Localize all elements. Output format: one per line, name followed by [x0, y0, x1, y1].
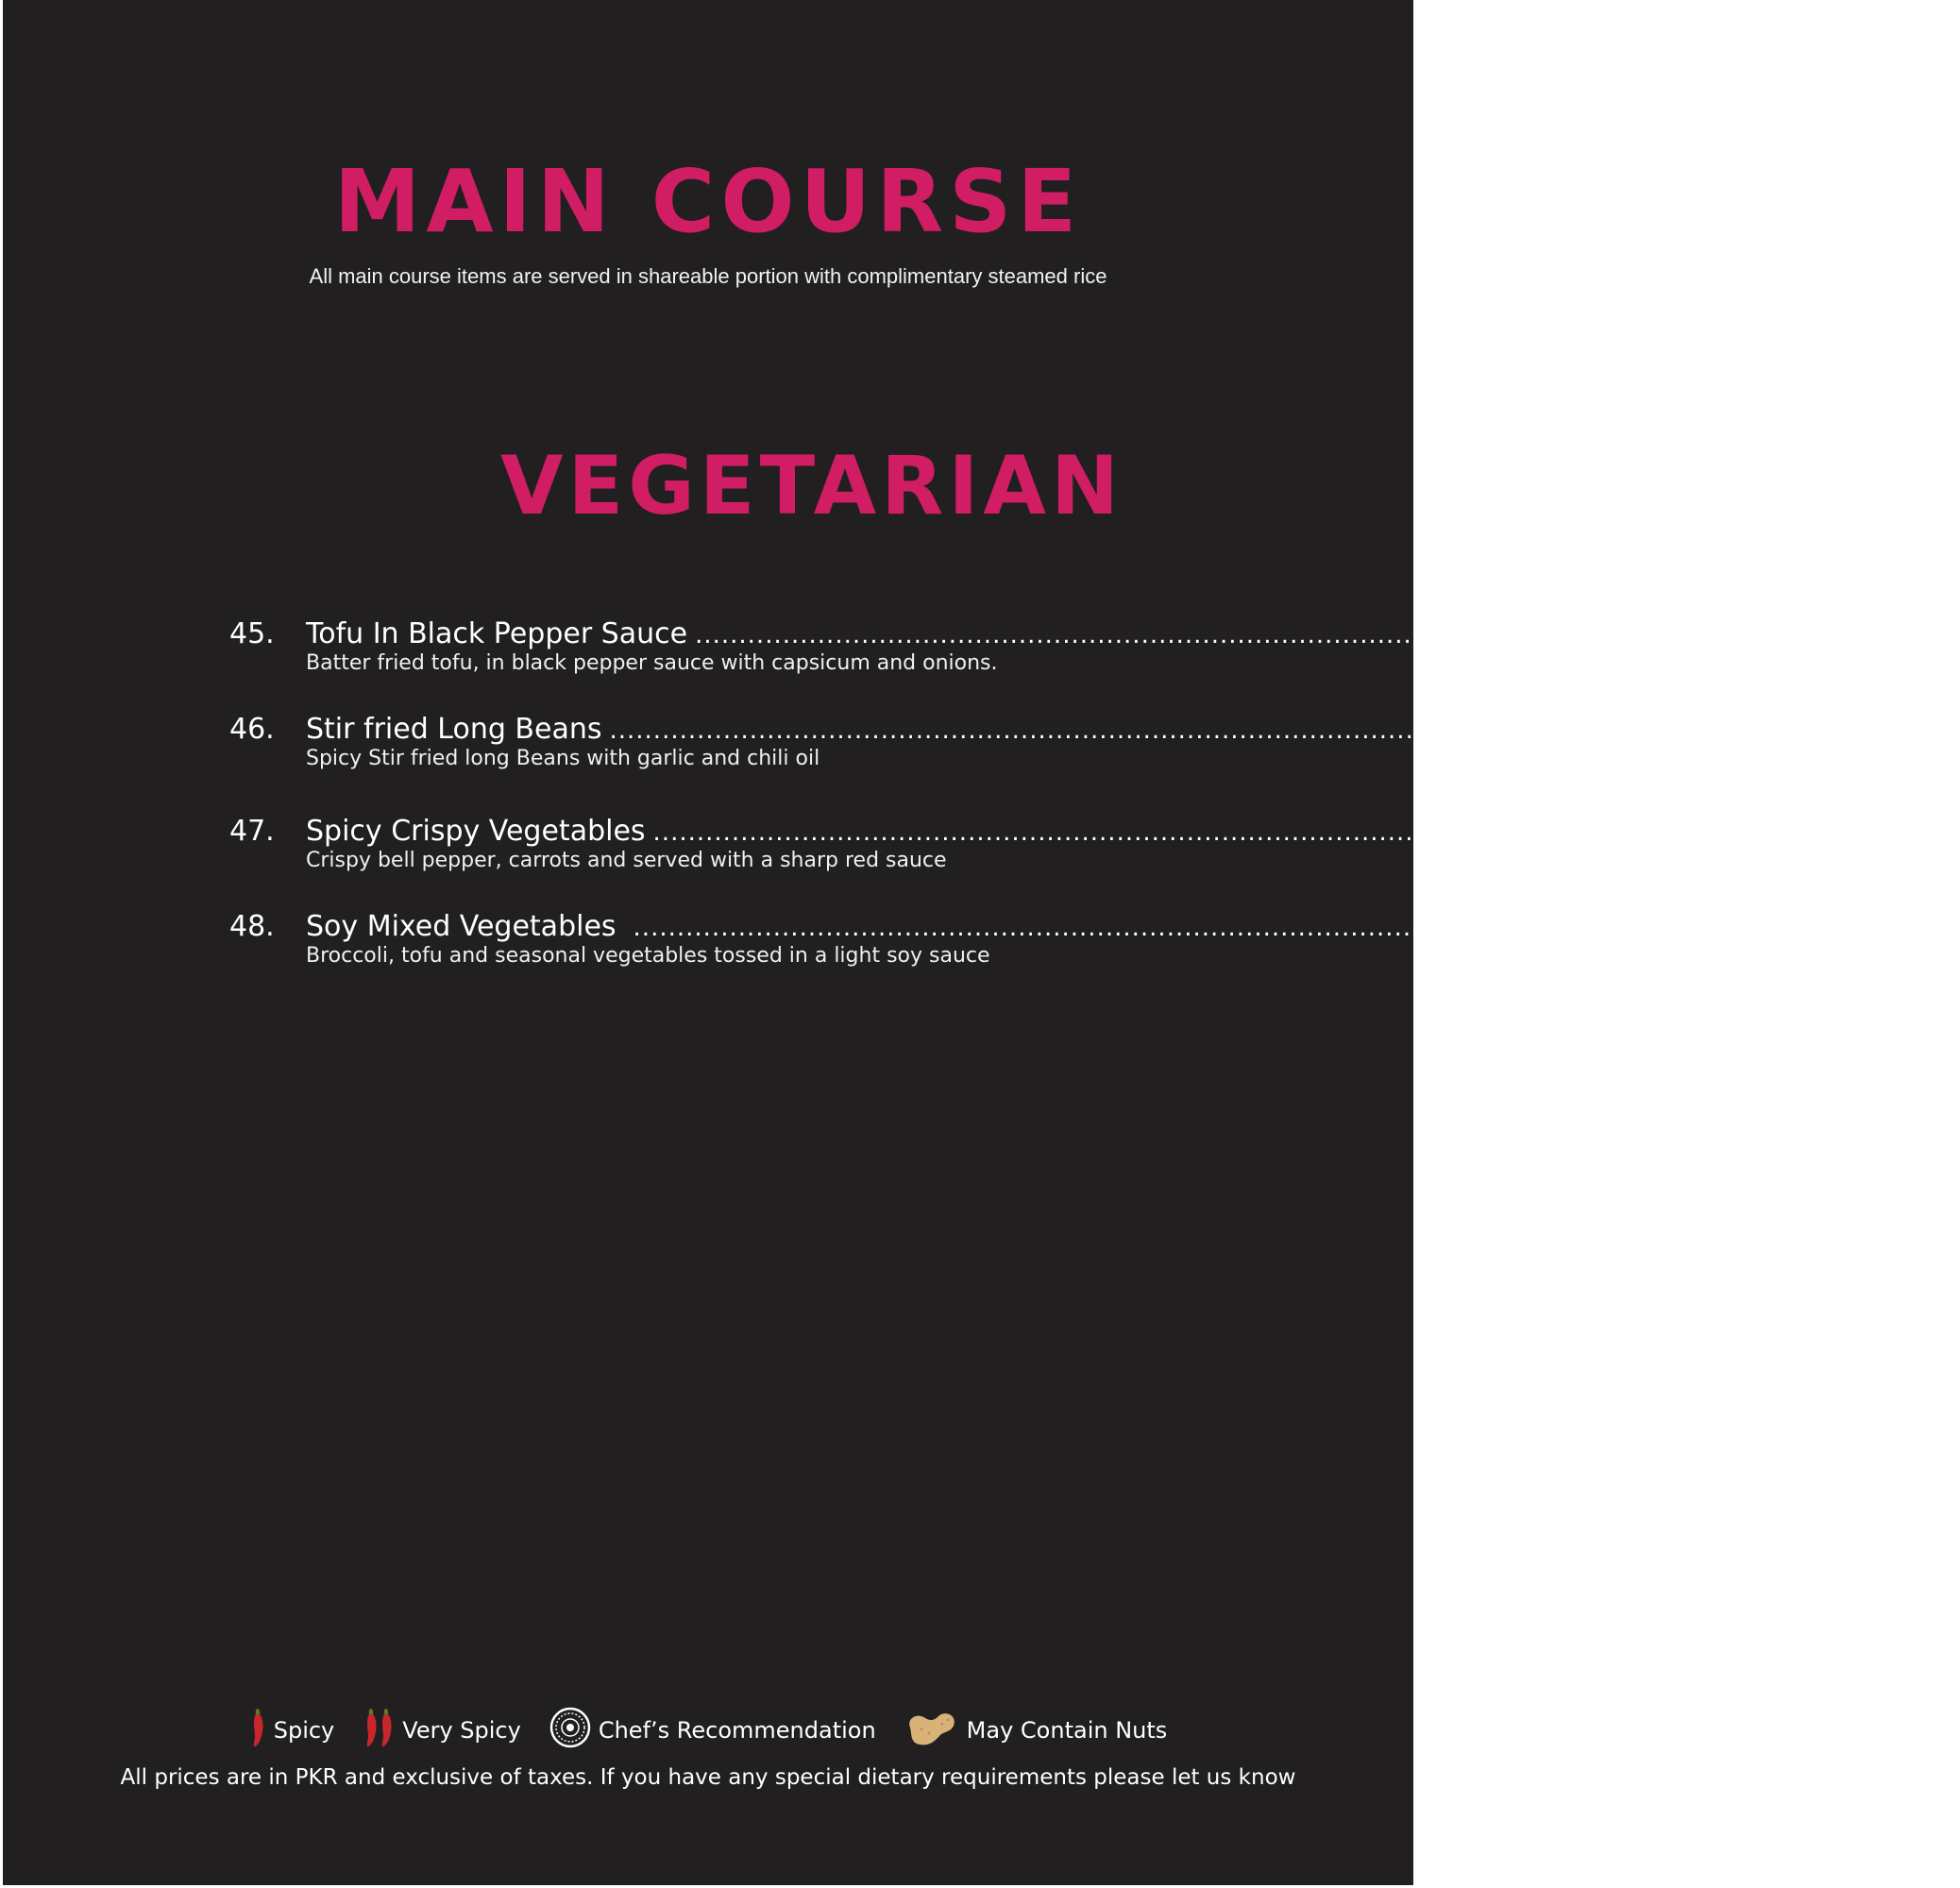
legend-very-spicy [363, 1707, 521, 1754]
item-title-line [306, 713, 1875, 750]
item-description: Batter fried tofu, in black pepper sauce with capsicum and onions. [306, 651, 998, 675]
item-price: 885 [1901, 617, 1960, 650]
footer-note: All prices are in PKR and exclusive of taxes. If you have any special dietary requirements please let us know [120, 1765, 1296, 1790]
legend-chef [549, 1707, 876, 1754]
legend-label: Very Spicy [402, 1717, 521, 1744]
item-name: Stir fried Long Beans [306, 713, 602, 746]
menu-page [3, 0, 1960, 1885]
item-number: 46. [229, 713, 275, 746]
page-subtitle: All main course items are served in shareable portion with complimentary steamed rice [309, 264, 1107, 288]
legend-label: Spicy [273, 1717, 335, 1744]
item-number: 47. [229, 815, 275, 848]
item-title-line [306, 617, 1960, 655]
item-name: Soy Mixed Vegetables [306, 910, 617, 943]
item-title-line [306, 910, 1899, 948]
chili-pepper-icon [249, 1707, 266, 1754]
item-description: Broccoli, tofu and seasonal vegetables tossed in a light soy sauce [306, 944, 990, 968]
item-title-line [306, 815, 1918, 852]
legend-label: Chef’s Recommendation [598, 1717, 876, 1744]
item-name: Tofu In Black Pepper Sauce [306, 617, 688, 650]
leader-dots: ......................................................................................................................................... [609, 716, 1808, 745]
chef-recommendation-icon [549, 1707, 591, 1754]
legend-spicy [249, 1707, 335, 1754]
double-chili-pepper-icon [363, 1707, 395, 1754]
legend [3, 1707, 1413, 1754]
item-description: Crispy bell pepper, carrots and served with a sharp red sauce [306, 849, 947, 872]
page-title: MAIN COURSE [333, 151, 1083, 252]
item-number: 45. [229, 617, 275, 650]
item-price: 885 [1815, 713, 1875, 746]
leader-dots: ......................................................................................................................................... [633, 914, 1832, 942]
item-number: 48. [229, 910, 275, 943]
legend-nuts [904, 1707, 1168, 1754]
leader-dots: ......................................................................................................................................... [652, 818, 1851, 847]
legend-label: May Contain Nuts [966, 1717, 1168, 1744]
item-name: Spicy Crispy Vegetables [306, 815, 646, 848]
item-description: Spicy Stir fried long Beans with garlic and chili oil [306, 747, 820, 770]
item-price: 920 [1858, 815, 1918, 848]
peanut-icon [904, 1707, 959, 1754]
leader-dots: ......................................................................................................................................... [695, 621, 1894, 649]
item-price: 920 [1838, 910, 1899, 943]
section-title: VEGETARIAN [500, 439, 1124, 533]
